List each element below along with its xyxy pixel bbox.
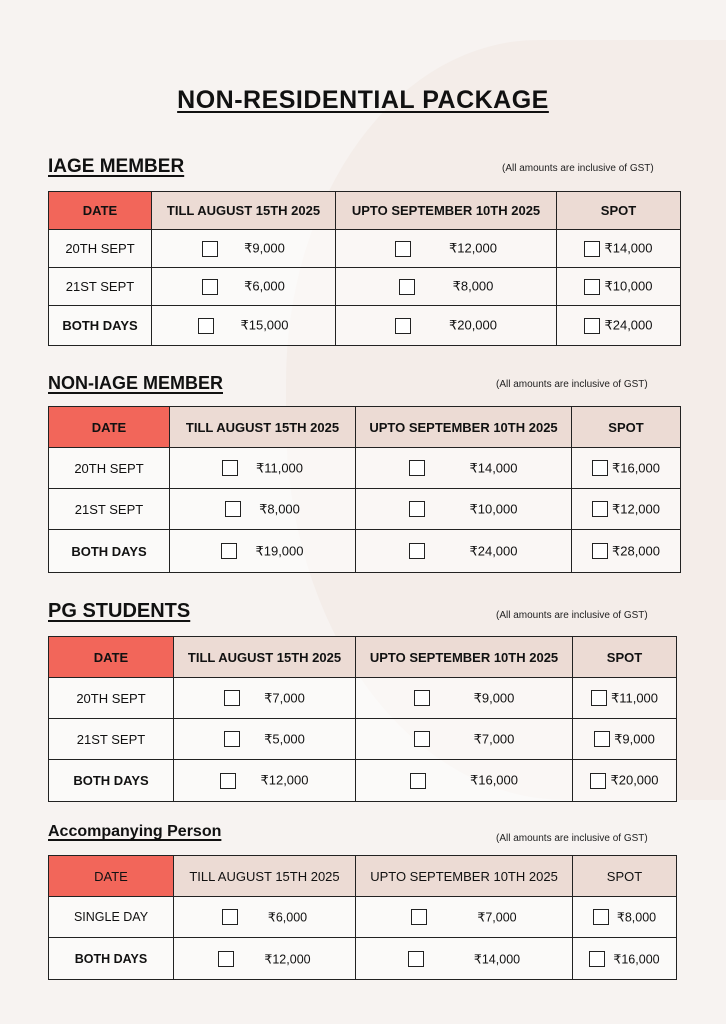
price: ₹9,000	[614, 731, 655, 747]
gst-note: (All amounts are inclusive of GST)	[496, 833, 648, 844]
price: ₹8,000	[616, 910, 657, 925]
table-row	[49, 897, 677, 938]
header-spot: SPOT	[573, 637, 677, 678]
price: ₹12,000	[448, 240, 498, 256]
price: ₹24,000	[604, 317, 653, 333]
row-label: 21ST SEPT	[49, 719, 174, 760]
price-cell-upto	[356, 489, 572, 530]
price: ₹6,000	[267, 910, 308, 925]
price: ₹10,000	[604, 278, 653, 294]
header-upto: UPTO SEPTEMBER 10TH 2025	[356, 637, 573, 678]
price-cell-upto	[356, 678, 573, 719]
price-cell-upto	[356, 897, 573, 938]
checkbox[interactable]	[584, 241, 600, 257]
price-cell-upto	[356, 938, 573, 980]
checkbox[interactable]	[202, 279, 218, 295]
price-cell-spot	[557, 268, 681, 306]
checkbox[interactable]	[592, 501, 608, 517]
checkbox[interactable]	[221, 543, 237, 559]
price: ₹14,000	[469, 460, 518, 476]
price-table	[48, 855, 677, 980]
header-spot: SPOT	[557, 192, 681, 230]
table-row	[49, 306, 681, 346]
row-label: BOTH DAYS	[49, 938, 174, 980]
section-title: Accompanying Person	[48, 823, 222, 840]
row-label: BOTH DAYS	[49, 306, 152, 346]
row-label: 21ST SEPT	[49, 489, 170, 530]
price-cell-till	[170, 448, 356, 489]
price-cell-spot	[573, 719, 677, 760]
price: ₹8,000	[452, 278, 494, 294]
price: ₹20,000	[610, 772, 659, 788]
checkbox[interactable]	[218, 951, 234, 967]
row-label: 20TH SEPT	[49, 230, 152, 268]
section-title: IAGE MEMBER	[48, 156, 185, 177]
checkbox[interactable]	[593, 909, 609, 925]
price: ₹5,000	[264, 731, 305, 747]
price-cell-till	[152, 268, 336, 306]
price: ₹24,000	[469, 543, 518, 559]
price-cell-spot	[557, 230, 681, 268]
page-title: NON-RESIDENTIAL PACKAGE	[177, 86, 549, 114]
price-cell-till	[174, 678, 356, 719]
price: ₹8,000	[259, 501, 300, 517]
table-row	[49, 530, 681, 573]
price: ₹16,000	[469, 772, 519, 788]
price-cell-till	[174, 719, 356, 760]
checkbox[interactable]	[222, 460, 238, 476]
checkbox[interactable]	[591, 690, 607, 706]
checkbox[interactable]	[409, 543, 425, 559]
price-cell-till	[174, 760, 356, 802]
checkbox[interactable]	[592, 460, 608, 476]
row-label: 21ST SEPT	[49, 268, 152, 306]
price: ₹14,000	[604, 240, 653, 256]
gst-note: (All amounts are inclusive of GST)	[502, 163, 654, 174]
price-table	[48, 636, 677, 802]
section-title: NON-IAGE MEMBER	[48, 373, 223, 393]
price: ₹6,000	[244, 278, 285, 294]
checkbox[interactable]	[409, 501, 425, 517]
price: ₹28,000	[611, 543, 661, 559]
price-cell-spot	[573, 897, 677, 938]
gst-note: (All amounts are inclusive of GST)	[496, 379, 648, 390]
checkbox[interactable]	[220, 773, 236, 789]
price-cell-till	[174, 897, 356, 938]
price-cell-till	[152, 230, 336, 268]
price: ₹7,000	[477, 910, 517, 925]
price-cell-till	[170, 489, 356, 530]
header-date: DATE	[49, 637, 174, 678]
price: ₹16,000	[611, 460, 661, 476]
price: ₹19,000	[255, 543, 304, 559]
price: ₹10,000	[469, 501, 518, 517]
table-row	[49, 719, 677, 760]
table-row	[49, 938, 677, 980]
checkbox[interactable]	[198, 318, 214, 334]
price: ₹12,000	[264, 952, 311, 966]
checkbox[interactable]	[414, 731, 430, 747]
price: ₹15,000	[240, 317, 289, 333]
price-cell-upto	[356, 760, 573, 802]
price-cell-upto	[356, 719, 573, 760]
price-cell-upto	[336, 268, 557, 306]
checkbox[interactable]	[224, 731, 240, 747]
table-row	[49, 448, 681, 489]
checkbox[interactable]	[411, 909, 427, 925]
header-till: TILL AUGUST 15TH 2025	[174, 856, 356, 897]
row-label: 20TH SEPT	[49, 678, 174, 719]
gst-note: (All amounts are inclusive of GST)	[496, 610, 648, 621]
price-table	[48, 191, 681, 346]
row-label: 20TH SEPT	[49, 448, 170, 489]
checkbox[interactable]	[589, 951, 605, 967]
header-upto: UPTO SEPTEMBER 10TH 2025	[356, 407, 572, 448]
price: ₹14,000	[473, 952, 521, 966]
checkbox[interactable]	[590, 773, 606, 789]
price-cell-spot	[572, 448, 681, 489]
checkbox[interactable]	[395, 241, 411, 257]
header-upto: UPTO SEPTEMBER 10TH 2025	[336, 192, 557, 230]
section-title: PG STUDENTS	[48, 600, 191, 622]
table-row	[49, 230, 681, 268]
header-date: DATE	[49, 856, 174, 897]
price: ₹20,000	[448, 317, 498, 333]
price: ₹9,000	[244, 240, 285, 256]
price-cell-spot	[573, 678, 677, 719]
table-header-row	[49, 856, 677, 897]
header-date: DATE	[49, 192, 152, 230]
checkbox[interactable]	[222, 909, 238, 925]
price-cell-upto	[356, 448, 572, 489]
table-row	[49, 268, 681, 306]
price-cell-till	[170, 530, 356, 573]
row-label: BOTH DAYS	[49, 760, 174, 802]
table-row	[49, 489, 681, 530]
price: ₹7,000	[264, 690, 305, 706]
price: ₹12,000	[611, 501, 661, 517]
price-cell-upto	[356, 530, 572, 573]
table-row	[49, 678, 677, 719]
checkbox[interactable]	[584, 318, 600, 334]
checkbox[interactable]	[399, 279, 415, 295]
checkbox[interactable]	[224, 690, 240, 706]
header-spot: SPOT	[572, 407, 681, 448]
header-till: TILL AUGUST 15TH 2025	[152, 192, 336, 230]
price: ₹9,000	[473, 690, 515, 706]
row-label: BOTH DAYS	[49, 530, 170, 573]
header-upto: UPTO SEPTEMBER 10TH 2025	[356, 856, 573, 897]
checkbox[interactable]	[414, 690, 430, 706]
price-cell-upto	[336, 306, 557, 346]
price: ₹11,000	[255, 460, 304, 476]
price-cell-spot	[573, 938, 677, 980]
row-label: SINGLE DAY	[49, 897, 174, 938]
price-cell-till	[174, 938, 356, 980]
checkbox[interactable]	[409, 460, 425, 476]
checkbox[interactable]	[408, 951, 424, 967]
checkbox[interactable]	[410, 773, 426, 789]
price: ₹11,000	[610, 690, 659, 706]
price: ₹7,000	[473, 731, 515, 747]
price-cell-spot	[573, 760, 677, 802]
checkbox[interactable]	[594, 731, 610, 747]
price-cell-upto	[336, 230, 557, 268]
header-till: TILL AUGUST 15TH 2025	[170, 407, 356, 448]
price-cell-spot	[572, 530, 681, 573]
price-cell-spot	[557, 306, 681, 346]
checkbox[interactable]	[225, 501, 241, 517]
price-cell-spot	[572, 489, 681, 530]
header-spot: SPOT	[573, 856, 677, 897]
checkbox[interactable]	[592, 543, 608, 559]
price: ₹16,000	[613, 952, 660, 966]
checkbox[interactable]	[395, 318, 411, 334]
header-date: DATE	[49, 407, 170, 448]
table-row	[49, 760, 677, 802]
table-header-row	[49, 407, 681, 448]
checkbox[interactable]	[584, 279, 600, 295]
checkbox[interactable]	[202, 241, 218, 257]
price-table	[48, 406, 681, 573]
header-till: TILL AUGUST 15TH 2025	[174, 637, 356, 678]
price-cell-till	[152, 306, 336, 346]
table-header-row	[49, 192, 681, 230]
price: ₹12,000	[260, 772, 309, 788]
table-header-row	[49, 637, 677, 678]
